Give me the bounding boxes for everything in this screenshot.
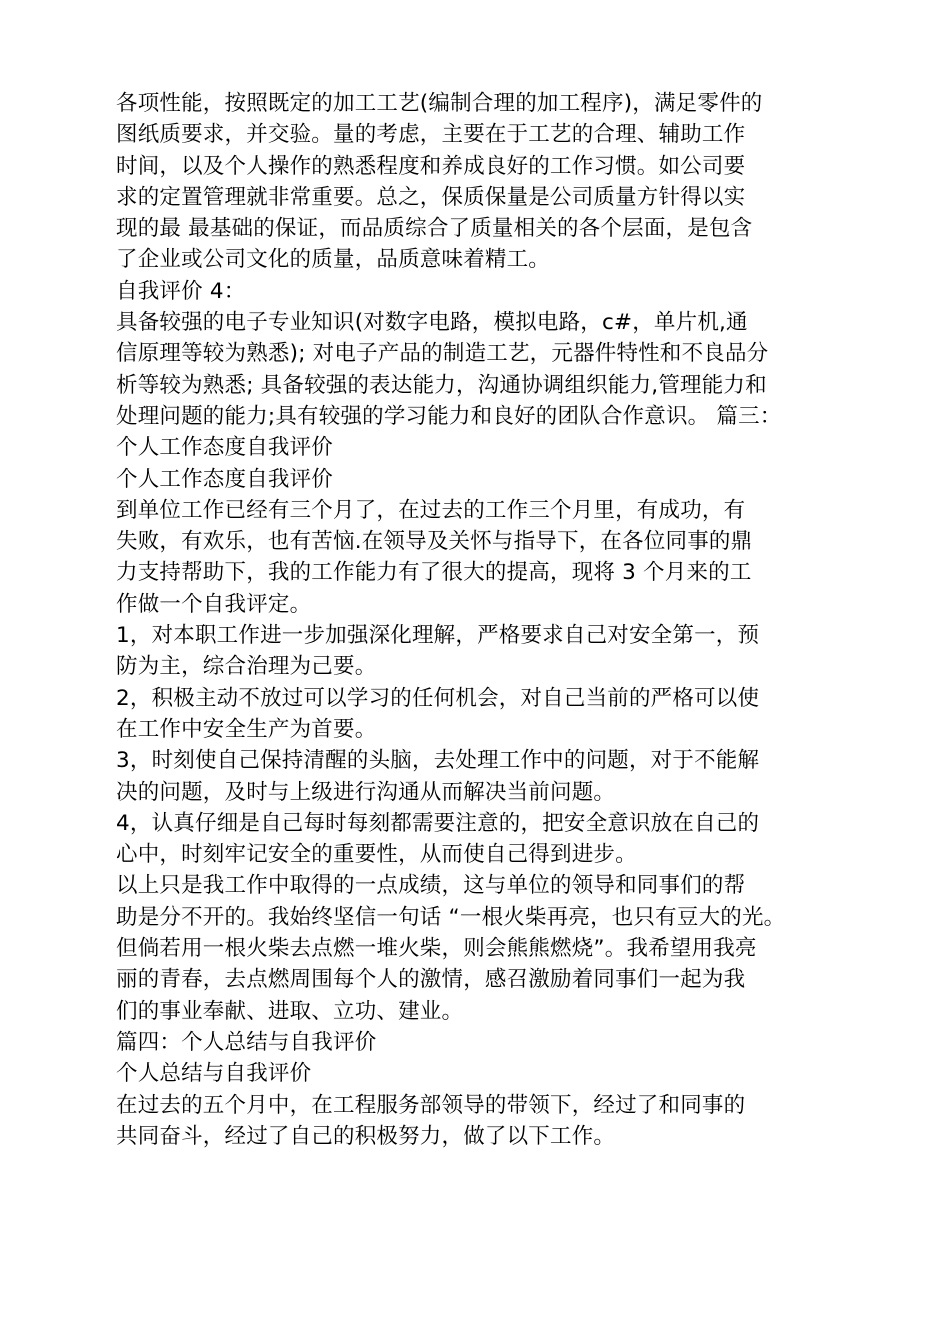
text-line: 1，对本职工作进一步加强深化理解，严格要求自己对安全第一，预	[116, 623, 760, 649]
text-line: 作做一个自我评定。	[116, 591, 312, 617]
text-line: 在过去的五个月中，在工程服务部领导的带领下，经过了和同事的	[116, 1092, 746, 1118]
text-line: 图纸质要求，并交验。量的考虑，主要在于工艺的合理、辅助工作	[116, 122, 746, 148]
text-line: 助是分不开的。我始终坚信一句话 “一根火柴再亮，也只有豆大的光。	[116, 904, 786, 930]
text-line: 以上只是我工作中取得的一点成绩，这与单位的领导和同事们的帮	[116, 873, 746, 899]
text-line: 防为主，综合治理为己要。	[116, 654, 377, 680]
text-line: 在工作中安全生产为首要。	[116, 716, 377, 742]
text-line: 4，认真仔细是自己每时每刻都需要注意的，把安全意识放在自己的	[116, 810, 760, 836]
text-line: 时间，以及个人操作的熟悉程度和养成良好的工作习惯。如公司要	[116, 153, 746, 179]
document-body	[116, 88, 856, 1152]
text-line: 到单位工作已经有三个月了，在过去的工作三个月里，有成功，有	[116, 497, 746, 523]
text-line: 心中，时刻牢记安全的重要性，从而使自己得到进步。	[116, 842, 637, 868]
text-line: 各项性能，按照既定的加工工艺(编制合理的加工程序)，满足零件的	[116, 91, 763, 116]
text-line: 求的定置管理就非常重要。总之，保质保量是公司质量方针得以实	[116, 184, 746, 210]
text-line: 3，时刻使自己保持清醒的头脑，去处理工作中的问题，对于不能解	[116, 748, 760, 774]
text-line: 现的最 最基础的保证，而品质综合了质量相关的各个层面，是包含	[116, 216, 753, 242]
text-line: 丽的青春，去点燃周围每个人的激情，感召激励着同事们一起为我	[116, 967, 746, 993]
text-line: 了企业或公司文化的质量，品质意味着精工。	[116, 247, 551, 273]
text-line: 2，积极主动不放过可以学习的任何机会，对自己当前的严格可以使	[116, 685, 760, 711]
text-line: 处理问题的能力;具有较强的学习能力和良好的团队合作意识。 篇三：	[116, 403, 782, 429]
text-line: 个人工作态度自我评价	[116, 466, 334, 492]
text-line: 力支持帮助下，我的工作能力有了很大的提高，现将 3 个月来的工	[116, 560, 752, 586]
text-line: 具备较强的电子专业知识(对数字电路，模拟电路，c#，单片机,通	[116, 310, 748, 336]
text-line: 篇四：个人总结与自我评价	[116, 1029, 377, 1055]
text-line: 失败，有欢乐，也有苦恼.在领导及关怀与指导下，在各位同事的鼎	[116, 529, 753, 555]
text-line: 们的事业奉献、进取、立功、建业。	[116, 998, 464, 1024]
text-line: 信原理等较为熟悉); 对电子产品的制造工艺，元器件特性和不良品分	[116, 341, 769, 367]
text-line: 个人工作态度自我评价	[116, 435, 334, 461]
text-line: 决的问题，及时与上级进行沟通从而解决当前问题。	[116, 779, 616, 805]
text-line: 析等较为熟悉; 具备较强的表达能力，沟通协调组织能力,管理能力和	[116, 372, 767, 398]
text-line: 自我评价 4：	[116, 278, 246, 304]
text-line: 共同奋斗，经过了自己的积极努力，做了以下工作。	[116, 1123, 616, 1149]
text-line: 但倘若用一根火柴去点燃一堆火柴，则会熊熊燃烧”。我希望用我亮	[116, 936, 757, 962]
text-line: 个人总结与自我评价	[116, 1061, 312, 1087]
